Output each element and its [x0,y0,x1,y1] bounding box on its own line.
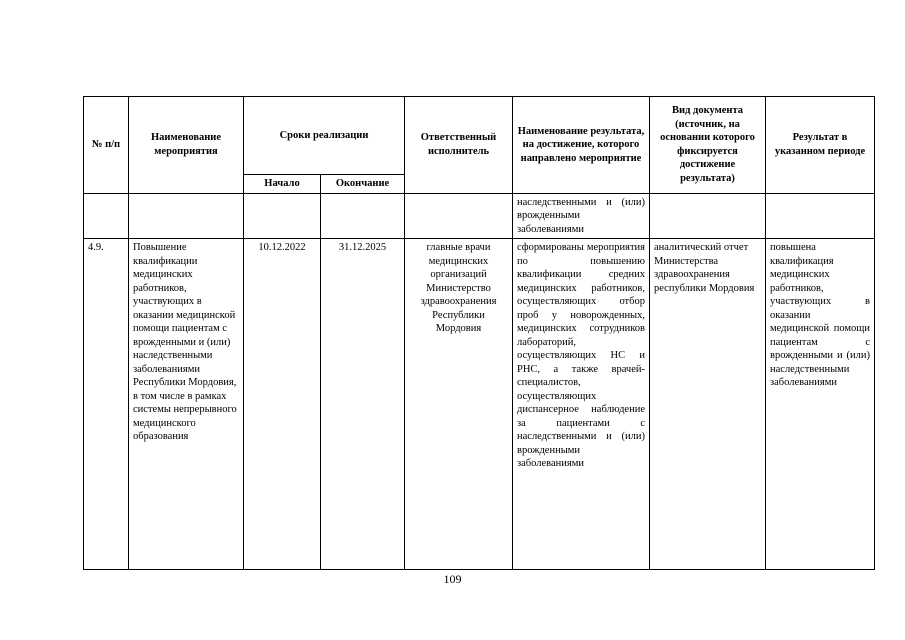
cell-executor: главные врачи медицинских организаций Министерство здравоохранения Республики Мордовия [405,239,513,570]
header-period-result: Результат в указанном периоде [766,97,875,194]
cell-empty [650,193,766,239]
cell-event: Повышение квалификации медицинских работников, участвующих в оказании медицинской помощи пациентам с врожденными и (или) наследственными заболеваниями Республики Мордовия, в том числе в рамках системы непрерывного медицинского образования [129,239,244,570]
cell-start: 10.12.2022 [244,239,321,570]
cell-empty [405,193,513,239]
header-document-type: Вид документа (источник, на основании которого фиксируется достижение результата) [650,97,766,194]
cell-document-type: аналитический отчет Министерства здравоохранения республики Мордовия [650,239,766,570]
page-number: 109 [443,572,462,586]
cell-period-result: повышена квалификация медицинских работников, участвующих в оказании медицинской помощи пациентам с врожденными и (или) наследственными заболеваниями [766,239,875,570]
cell-empty [244,193,321,239]
header-start: Начало [244,175,321,194]
cell-end: 31.12.2025 [321,239,405,570]
header-result-name: Наименование результата, на достижение, которого направлено мероприятие [513,97,650,194]
cell-result-name: сформированы мероприятия по повышению квалификации средних медицинских работников, осуществляющих отбор проб у новорожденных, медицинских сотрудников лабораторий, осуществляющих НС и РНС, а также врачей-специалистов, осуществляющих диспансерное наблюдение за пациентами с наследственными и (или) врожденными заболеваниями [513,239,650,570]
events-table [83,96,875,570]
cell-empty [129,193,244,239]
header-end: Окончание [321,175,405,194]
cell-empty [766,193,875,239]
cell-empty [84,193,129,239]
header-event: Наименование мероприятия [129,97,244,194]
header-executor: Ответственный исполнитель [405,97,513,194]
cell-result-name-continued: наследственными и (или) врожденными заболеваниями [513,193,650,239]
header-terms: Сроки реализации [244,97,405,175]
table-row-continued [84,193,875,239]
table-row [84,239,875,570]
cell-empty [321,193,405,239]
cell-num: 4.9. [84,239,129,570]
header-num: № п/п [84,97,129,194]
